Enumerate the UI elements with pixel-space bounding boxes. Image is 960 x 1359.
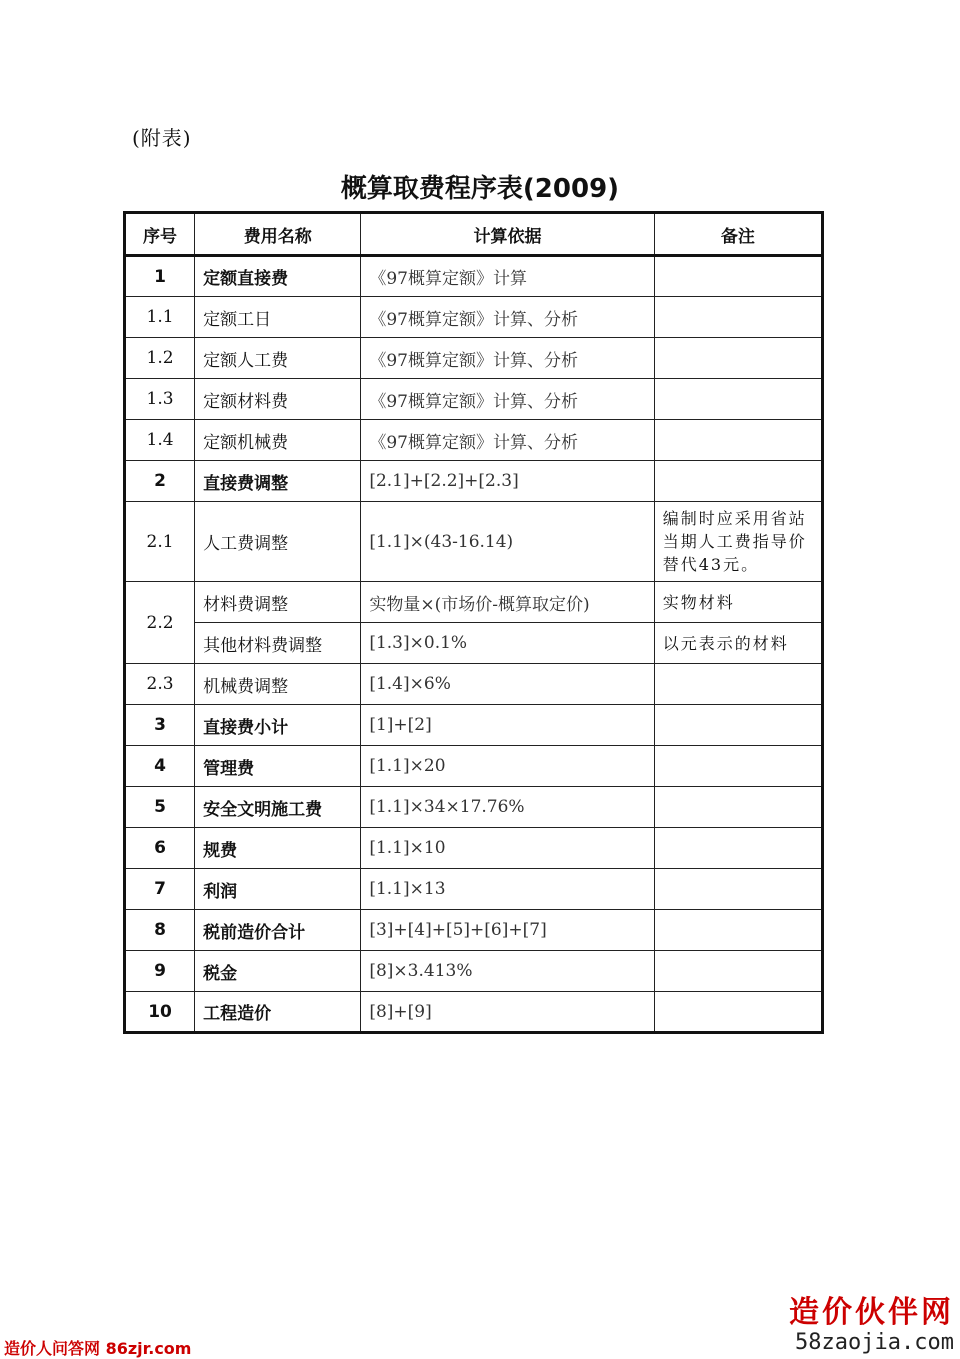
row-note [654,420,822,461]
row-note [654,869,822,910]
table-row [125,623,823,664]
row-no: 2.3 [125,664,195,705]
row-note [654,297,822,338]
table-row [125,502,823,582]
row-note [654,379,822,420]
row-no: 6 [125,828,195,869]
row-name: 机械费调整 [195,664,361,705]
row-no: 2.1 [125,502,195,582]
row-name: 税金 [195,951,361,992]
watermark-left: 造价人问答网 86zjr.com [4,1339,192,1358]
row-note [654,828,822,869]
row-name: 直接费小计 [195,705,361,746]
row-basis: [2.1]+[2.2]+[2.3] [361,461,654,502]
row-note: 以元表示的材料 [654,623,822,664]
row-no: 3 [125,705,195,746]
row-no: 1.1 [125,297,195,338]
header-no: 序号 [125,213,195,256]
row-basis: 《97概算定额》计算、分析 [361,379,654,420]
header-note: 备注 [654,213,822,256]
row-basis: [8]+[9] [361,992,654,1033]
table-row [125,951,823,992]
row-basis: 《97概算定额》计算、分析 [361,297,654,338]
table-row [125,705,823,746]
row-note [654,787,822,828]
row-note [654,461,822,502]
table-row [125,992,823,1033]
row-note [654,910,822,951]
table-row [125,338,823,379]
row-note [654,338,822,379]
row-no: 8 [125,910,195,951]
row-no: 2.2 [125,582,195,664]
watermark-right-title: 造价伙伴网 [789,1295,954,1330]
row-no: 9 [125,951,195,992]
row-name: 规费 [195,828,361,869]
row-basis: 《97概算定额》计算、分析 [361,338,654,379]
row-no: 4 [125,746,195,787]
page-title: 概算取费程序表(2009) [340,174,620,204]
row-name: 工程造价 [195,992,361,1033]
row-note [654,705,822,746]
table-row [125,664,823,705]
row-basis: [8]×3.413% [361,951,654,992]
table-row [125,869,823,910]
row-note [654,256,822,297]
row-basis: 《97概算定额》计算、分析 [361,420,654,461]
row-no: 1 [125,256,195,297]
row-name: 安全文明施工费 [195,787,361,828]
table-row [125,379,823,420]
row-no: 1.4 [125,420,195,461]
row-basis: [1.1]×13 [361,869,654,910]
row-name: 利润 [195,869,361,910]
appendix-label: (附表) [132,126,192,150]
table-row [125,420,823,461]
row-no: 1.3 [125,379,195,420]
row-note: 实物材料 [654,582,822,623]
row-note [654,664,822,705]
fee-procedure-table [123,211,824,1034]
row-basis: [1]+[2] [361,705,654,746]
row-name: 直接费调整 [195,461,361,502]
table-row [125,910,823,951]
row-basis: [1.1]×10 [361,828,654,869]
watermark-right [789,1296,954,1356]
row-name: 定额直接费 [195,256,361,297]
row-name: 其他材料费调整 [195,623,361,664]
row-name: 材料费调整 [195,582,361,623]
table-row [125,828,823,869]
header-basis: 计算依据 [361,213,654,256]
row-basis: [1.1]×34×17.76% [361,787,654,828]
row-name: 定额机械费 [195,420,361,461]
row-name: 定额工日 [195,297,361,338]
table-row [125,297,823,338]
row-name: 定额材料费 [195,379,361,420]
row-note [654,992,822,1033]
row-note [654,951,822,992]
row-no: 10 [125,992,195,1033]
row-basis: [3]+[4]+[5]+[6]+[7] [361,910,654,951]
row-name: 人工费调整 [195,502,361,582]
row-name: 税前造价合计 [195,910,361,951]
row-no: 5 [125,787,195,828]
row-name: 定额人工费 [195,338,361,379]
row-basis: [1.1]×20 [361,746,654,787]
row-basis: [1.4]×6% [361,664,654,705]
row-basis: [1.3]×0.1% [361,623,654,664]
row-name: 管理费 [195,746,361,787]
table-row [125,582,823,623]
row-no: 7 [125,869,195,910]
table-header-row [125,213,823,256]
row-no: 2 [125,461,195,502]
watermark-right-url: 58zaojia.com [795,1330,954,1355]
row-basis: 实物量×(市场价-概算取定价) [361,582,654,623]
table-row [125,746,823,787]
header-name: 费用名称 [195,213,361,256]
table-row [125,256,823,297]
row-note [654,746,822,787]
row-basis: [1.1]×(43-16.14) [361,502,654,582]
row-no: 1.2 [125,338,195,379]
row-note: 编制时应采用省站当期人工费指导价替代43元。 [654,502,822,582]
table-row [125,787,823,828]
row-basis: 《97概算定额》计算 [361,256,654,297]
table-row [125,461,823,502]
